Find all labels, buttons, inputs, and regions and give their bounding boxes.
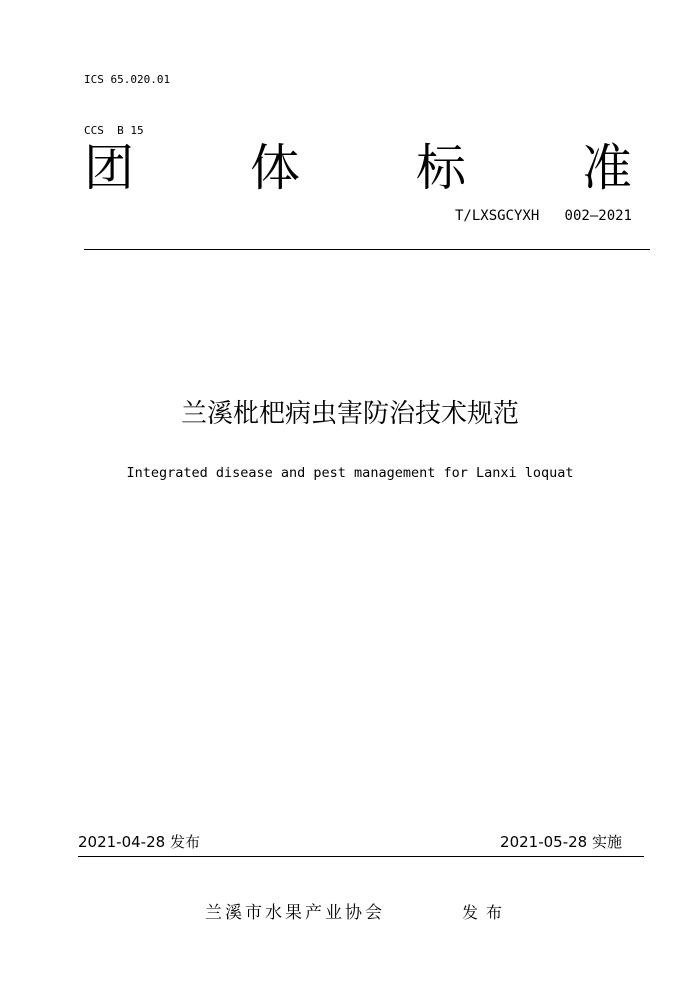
standard-number: T/LXSGCYXH 002—2021 [454,208,632,224]
document-title-en: Integrated disease and pest management for Lanxi loquat [126,465,574,481]
implementation-date: 2021-05-28 实施 [500,833,622,851]
standard-type-title [84,138,632,198]
publish-label: 发布 [462,903,511,922]
publisher-name: 兰溪市水果产业协会 [205,903,385,923]
footer-divider [78,856,644,857]
ics-code: ICS 65.020.01 [84,73,171,86]
standard-type-char: 标 [416,139,466,197]
document-title-cn: 兰溪枇杷病虫害防治技术规范 [180,399,519,429]
ccs-code: CCS B 15 [84,124,144,137]
standard-type-char: 体 [250,139,300,197]
header-divider [84,249,650,250]
standard-type-char: 团 [84,139,134,197]
issue-date: 2021-04-28 发布 [78,833,200,851]
standard-type-char: 准 [582,139,632,197]
